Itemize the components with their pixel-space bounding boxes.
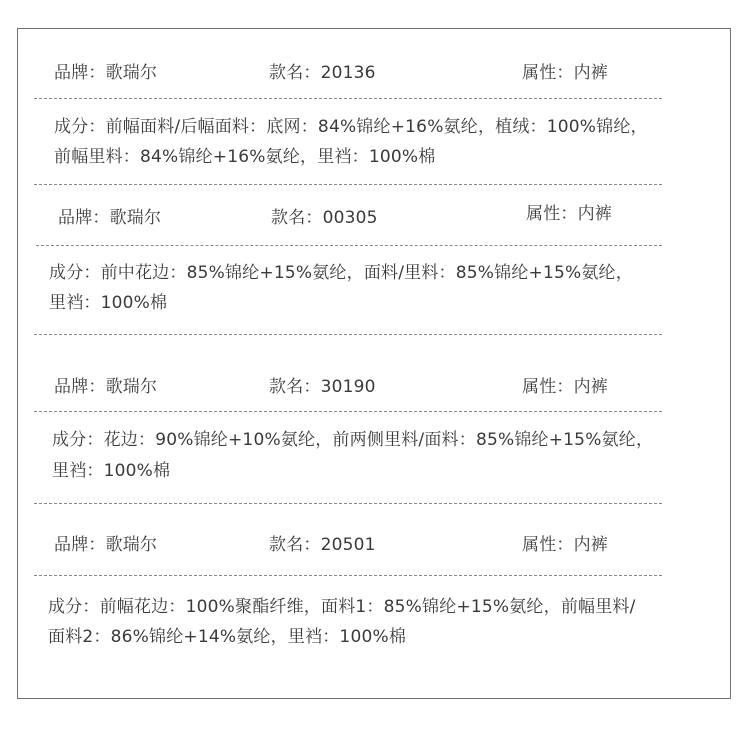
divider xyxy=(34,334,662,335)
product-4-style: 款名：20501 xyxy=(269,535,376,555)
product-1-attribute: 属性：内裤 xyxy=(522,63,608,83)
product-2-attribute: 属性：内裤 xyxy=(526,204,612,224)
product-1-brand: 品牌：歌瑞尔 xyxy=(54,63,158,83)
product-4-brand: 品牌：歌瑞尔 xyxy=(54,535,158,555)
product-2-composition-line-1: 成分：前中花边：85%锦纶+15%氨纶，面料/里料：85%锦纶+15%氨纶， xyxy=(49,263,633,283)
product-4-composition-line-1: 成分：前幅花边：100%聚酯纤维，面料1：85%锦纶+15%氨纶，前幅里料/ xyxy=(48,597,636,617)
product-3-style: 款名：30190 xyxy=(269,377,376,397)
divider xyxy=(34,184,662,185)
product-3-brand: 品牌：歌瑞尔 xyxy=(54,377,158,397)
divider xyxy=(34,575,662,576)
product-1-composition-line-2: 前幅里料：84%锦纶+16%氨纶，里裆：100%棉 xyxy=(54,147,436,167)
product-1-composition-line-1: 成分：前幅面料/后幅面料：底网：84%锦纶+16%氨纶，植绒：100%锦纶， xyxy=(54,117,648,137)
product-4-composition-line-2: 面料2：86%锦纶+14%氨纶，里裆：100%棉 xyxy=(48,627,407,647)
product-3-composition-line-1: 成分：花边：90%锦纶+10%氨纶，前两侧里料/面料：85%锦纶+15%氨纶， xyxy=(52,430,654,450)
divider xyxy=(34,411,662,412)
product-1-style: 款名：20136 xyxy=(269,63,376,83)
product-2-composition-line-2: 里裆：100%棉 xyxy=(49,293,168,313)
product-3-composition-line-2: 里裆：100%棉 xyxy=(52,461,171,481)
product-2-brand: 品牌：歌瑞尔 xyxy=(58,208,162,228)
product-3-attribute: 属性：内裤 xyxy=(522,377,608,397)
divider xyxy=(36,245,662,246)
product-2-style: 款名：00305 xyxy=(271,208,378,228)
divider xyxy=(34,503,662,504)
product-4-attribute: 属性：内裤 xyxy=(522,535,608,555)
divider xyxy=(34,98,662,99)
